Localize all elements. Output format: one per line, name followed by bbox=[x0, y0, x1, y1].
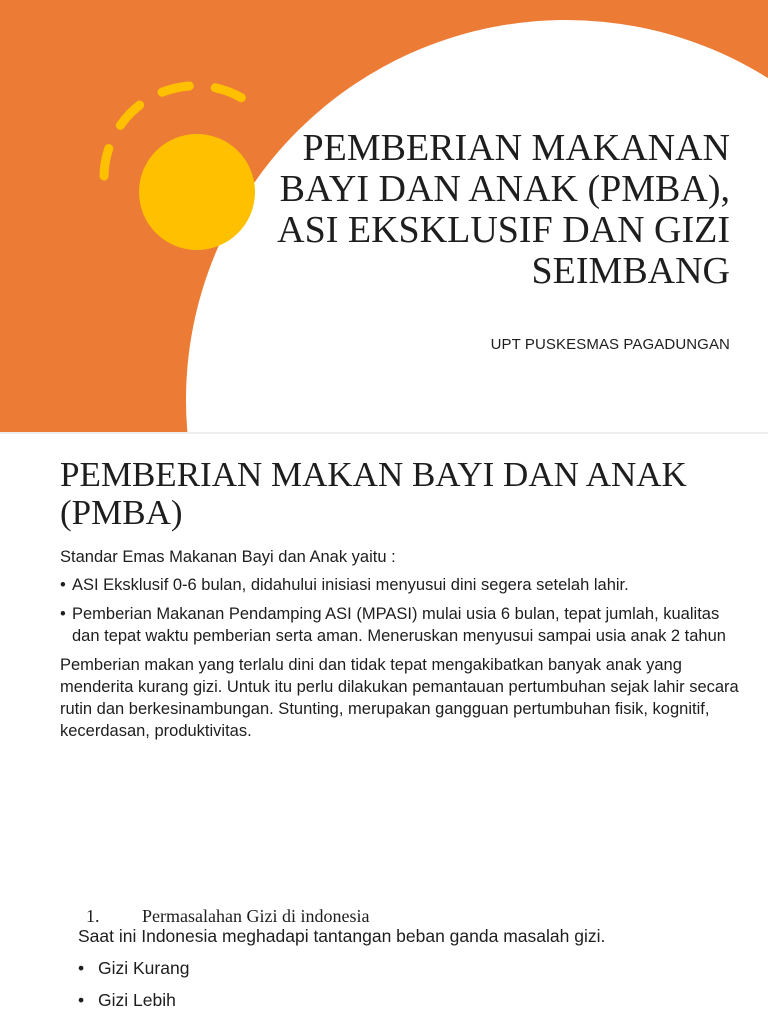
nutrition-problems-list bbox=[78, 956, 738, 1012]
list-item: • Gizi Kurang bbox=[78, 956, 738, 980]
lower-text: Saat ini Indonesia meghadapi tantangan beban ganda masalah gizi. bbox=[78, 926, 606, 946]
slide-heading bbox=[60, 456, 740, 532]
title-line: PEMBERIAN MAKANAN bbox=[302, 127, 730, 169]
heading-text: Permasalahan Gizi di indonesia bbox=[142, 906, 370, 926]
intro-text: Standar Emas Makanan Bayi dan Anak yaitu : bbox=[60, 548, 396, 566]
content-slide bbox=[0, 434, 768, 1024]
sun-circle-icon bbox=[139, 134, 255, 250]
presentation-subtitle: UPT PUSKESMAS PAGADUNGAN bbox=[490, 336, 730, 353]
body-paragraph: Pemberian makan yang terlalu dini dan tidak tepat mengakibatkan banyak anak yang menderita kurang gizi. Untuk itu perlu dilakukan pemantauan pertumbuhan sejak lahir secara rutin dan berkesinambungan. Stunting, merupakan gangguan pertumbuhan fisik, kognitif, kecerdasan, produktivitas. bbox=[60, 656, 739, 740]
title-line: ASI EKSKLUSIF DAN GIZI bbox=[277, 209, 730, 251]
heading-line: (PMBA) bbox=[60, 493, 183, 532]
heading-line: PEMBERIAN MAKAN BAYI DAN ANAK bbox=[60, 455, 687, 494]
lower-body bbox=[78, 924, 738, 1020]
slide-body bbox=[60, 546, 750, 748]
list-item: • ASI Eksklusif 0-6 bulan, didahului inisiasi menyusui dini segera setelah lahir. bbox=[60, 574, 750, 596]
presentation-title bbox=[260, 128, 730, 292]
list-item: • Gizi Lebih bbox=[78, 988, 738, 1012]
title-slide bbox=[0, 0, 768, 432]
title-line: BAYI DAN ANAK (PMBA), bbox=[279, 168, 730, 210]
title-line: SEIMBANG bbox=[531, 250, 730, 292]
heading-number: 1. bbox=[86, 906, 100, 926]
standards-list bbox=[60, 574, 750, 647]
list-item: • Pemberian Makanan Pendamping ASI (MPASI) mulai usia 6 bulan, tepat jumlah, kualitas dan tepat waktu pemberian serta aman. Meneruskan menyusui sampai usia anak 2 tahun bbox=[60, 603, 750, 647]
